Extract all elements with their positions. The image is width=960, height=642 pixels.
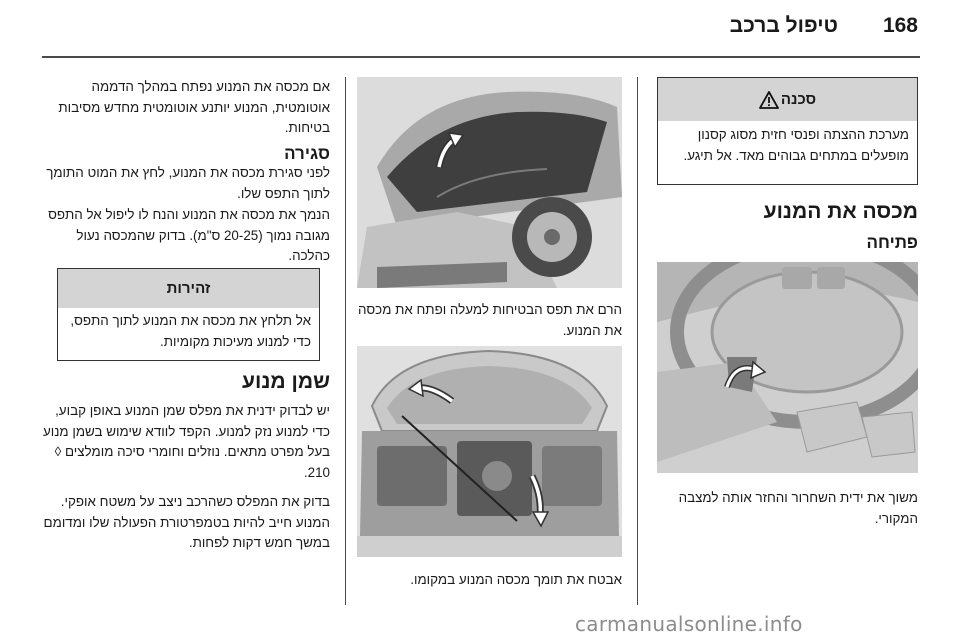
car-hood-front-image [357, 77, 622, 288]
page-header [660, 8, 918, 48]
caution-title: זהירות [58, 269, 319, 308]
engine-oil-paragraph-2: בדוק את המפלס כשהרכב ניצב על משטח אופקי. המנוע חייב להיות בטמפרטורת הפעולה שלו ומדומם במשך חמש דקות לפחות. [43, 494, 330, 550]
warning-triangle-icon [759, 91, 779, 109]
section-title: מכסה את המנוע [763, 200, 918, 223]
chapter-title: טיפול ברכב [729, 14, 838, 37]
header-rule [42, 56, 920, 58]
danger-box [657, 77, 918, 185]
subsection-title-closing: סגירה [284, 144, 330, 163]
caution-text: אל תלחץ את מכסה את המנוע לתוך התפס, כדי למנוע מעיכות מקומיות. [70, 313, 311, 349]
caption-release-lever: משוך את ידית השחרור והחזר אותה למצבה המקורי. [678, 490, 918, 526]
caution-box [57, 268, 320, 361]
danger-box-header [658, 78, 917, 121]
hood-release-lever-image [657, 262, 918, 473]
engine-oil-paragraph-1: יש לבדוק ידנית את מפלס שמן המנוע באופן קבוע, כדי למנוע נזק למנוע. הקפד לוודא שימוש בשמן מנוע בעל מפרט מתאים. נוזלים וחומרי סיכה מומלצים ◊ 210. [42, 403, 330, 480]
column-divider [637, 77, 638, 605]
section-title-engine-oil: שמן מנוע [242, 370, 330, 393]
subsection-title-opening: פתיחה [866, 233, 918, 252]
caption-safety-catch: הרם את תפס הבטיחות למעלה ופתח את מכסה את המנוע. [358, 302, 622, 338]
caption-hood-support: אבטח את תומך מכסה המנוע במקומו. [410, 572, 622, 587]
watermark-text: carmanualsonline.info [575, 612, 803, 636]
danger-title: סכנה [780, 91, 817, 108]
auto-stop-note: אם מכסה את המנוע נפתח במהלך הדממה אוטומטית, המנוע יותנע אוטומטית מחדש מסיבות בטיחות. [58, 79, 330, 135]
engine-bay-open-hood-image [357, 346, 622, 557]
closing-paragraph-1: לפני סגירת מכסה את המנוע, לחץ את המוט התומך לתוך התפס שלו. [46, 165, 330, 201]
closing-paragraph-2: הנמך את מכסה את המנוע והנח לו ליפול אל התפס מגובה נמוך (20-25 ס"מ). בדוק שהמכסה נעול כהלכה. [48, 207, 330, 263]
danger-text: מערכת ההצתה ופנסי חזית מסוג קסנון מופעלים במתחים גבוהים מאד. אל תיגע. [683, 127, 909, 163]
column-divider [345, 77, 346, 605]
page-number: 168 [882, 14, 918, 37]
